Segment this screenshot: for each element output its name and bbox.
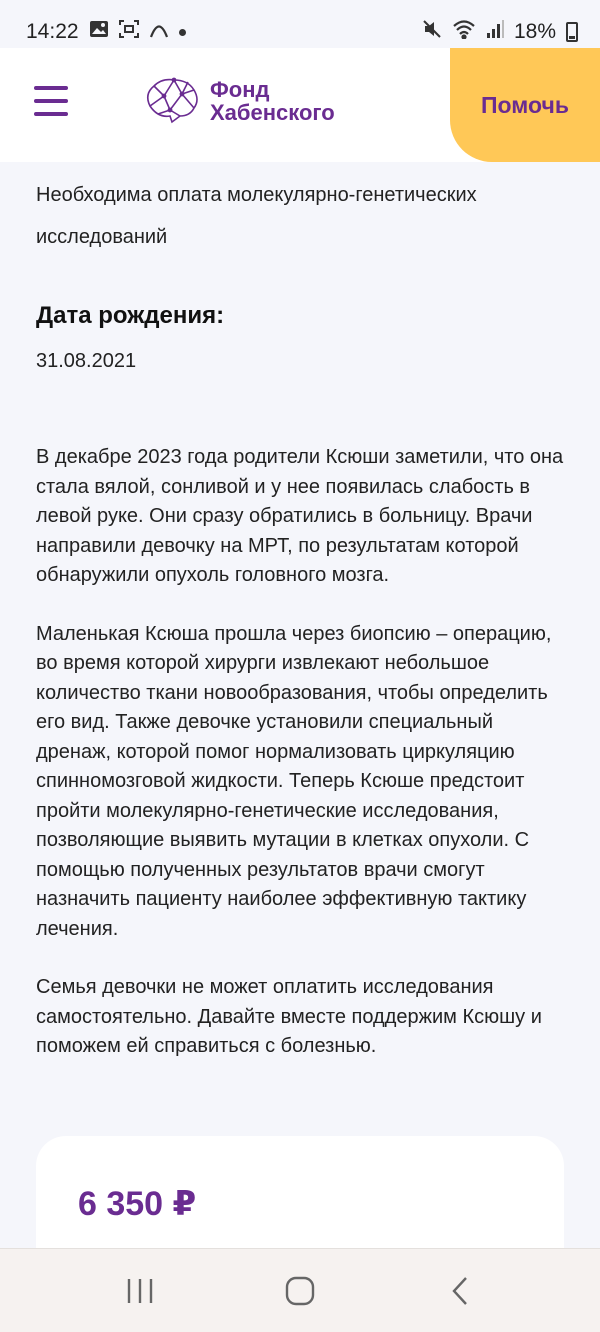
site-header	[0, 48, 600, 162]
logo-text	[210, 78, 335, 124]
android-nav-bar	[0, 1248, 600, 1332]
signal-icon	[486, 19, 504, 45]
logo-line2: Хабенского	[210, 100, 335, 125]
story-paragraph: В декабре 2023 года родители Ксюши заметили, что она стала вялой, сонливой и у нее появилась слабость в левой руке. Они сразу обратились в больницу. Врачи направили девочку на МРТ, по результатам которой обнаружили опухоль головного мозга.	[36, 446, 564, 586]
story-paragraph: Маленькая Ксюша прошла через биопсию – операцию, во время которой хирурги извлекают небольшое количество ткани новообразования, чтобы определить его вид. Также девочке установили специальный дренаж, которой помог нормализовать циркуляцию спинномозговой жидкости. Теперь Ксюше предстоит пройти молекулярно-генетические исследования, позволяющие выявить мутации в клетках опухоли. С помощью полученных результатов врачи смогут назначить пациенту наиболее эффективную тактику лечения.	[36, 622, 552, 940]
menu-line	[34, 86, 68, 90]
story-paragraph: Семья девочки не может оплатить исследования самостоятельно. Давайте вместе поддержим Ксюшу и поможем ей справиться с болезнью.	[36, 976, 542, 1057]
dot-icon	[179, 29, 186, 36]
screenshot-icon	[119, 20, 139, 44]
logo-line1: Фонд	[210, 77, 270, 102]
mute-icon	[422, 19, 442, 45]
help-button[interactable]: Помочь	[450, 48, 600, 162]
brain-logo-icon	[142, 76, 202, 126]
story	[36, 443, 566, 1062]
menu-line	[34, 99, 68, 103]
gallery-icon	[89, 20, 109, 44]
status-left	[26, 20, 186, 44]
wifi-icon	[452, 19, 476, 45]
status-right	[422, 19, 578, 45]
dob-title: Дата рождения:	[36, 302, 225, 329]
battery-percent: 18%	[513, 20, 556, 43]
arc-icon	[149, 20, 169, 44]
main-content	[36, 162, 566, 1062]
menu-line	[34, 112, 68, 116]
hamburger-menu-icon[interactable]	[34, 86, 68, 116]
recent-apps-icon[interactable]	[110, 1261, 170, 1321]
foundation-logo[interactable]	[142, 76, 335, 126]
donation-amount: 6 350 ₽	[78, 1185, 197, 1223]
dob-value: 31.08.2021	[36, 350, 137, 372]
status-time: 14:22	[26, 20, 79, 43]
back-icon[interactable]	[430, 1261, 490, 1321]
battery-icon	[566, 22, 578, 42]
home-icon[interactable]	[270, 1261, 330, 1321]
need-description: Необходима оплата молекулярно-генетических исследований	[36, 184, 477, 248]
